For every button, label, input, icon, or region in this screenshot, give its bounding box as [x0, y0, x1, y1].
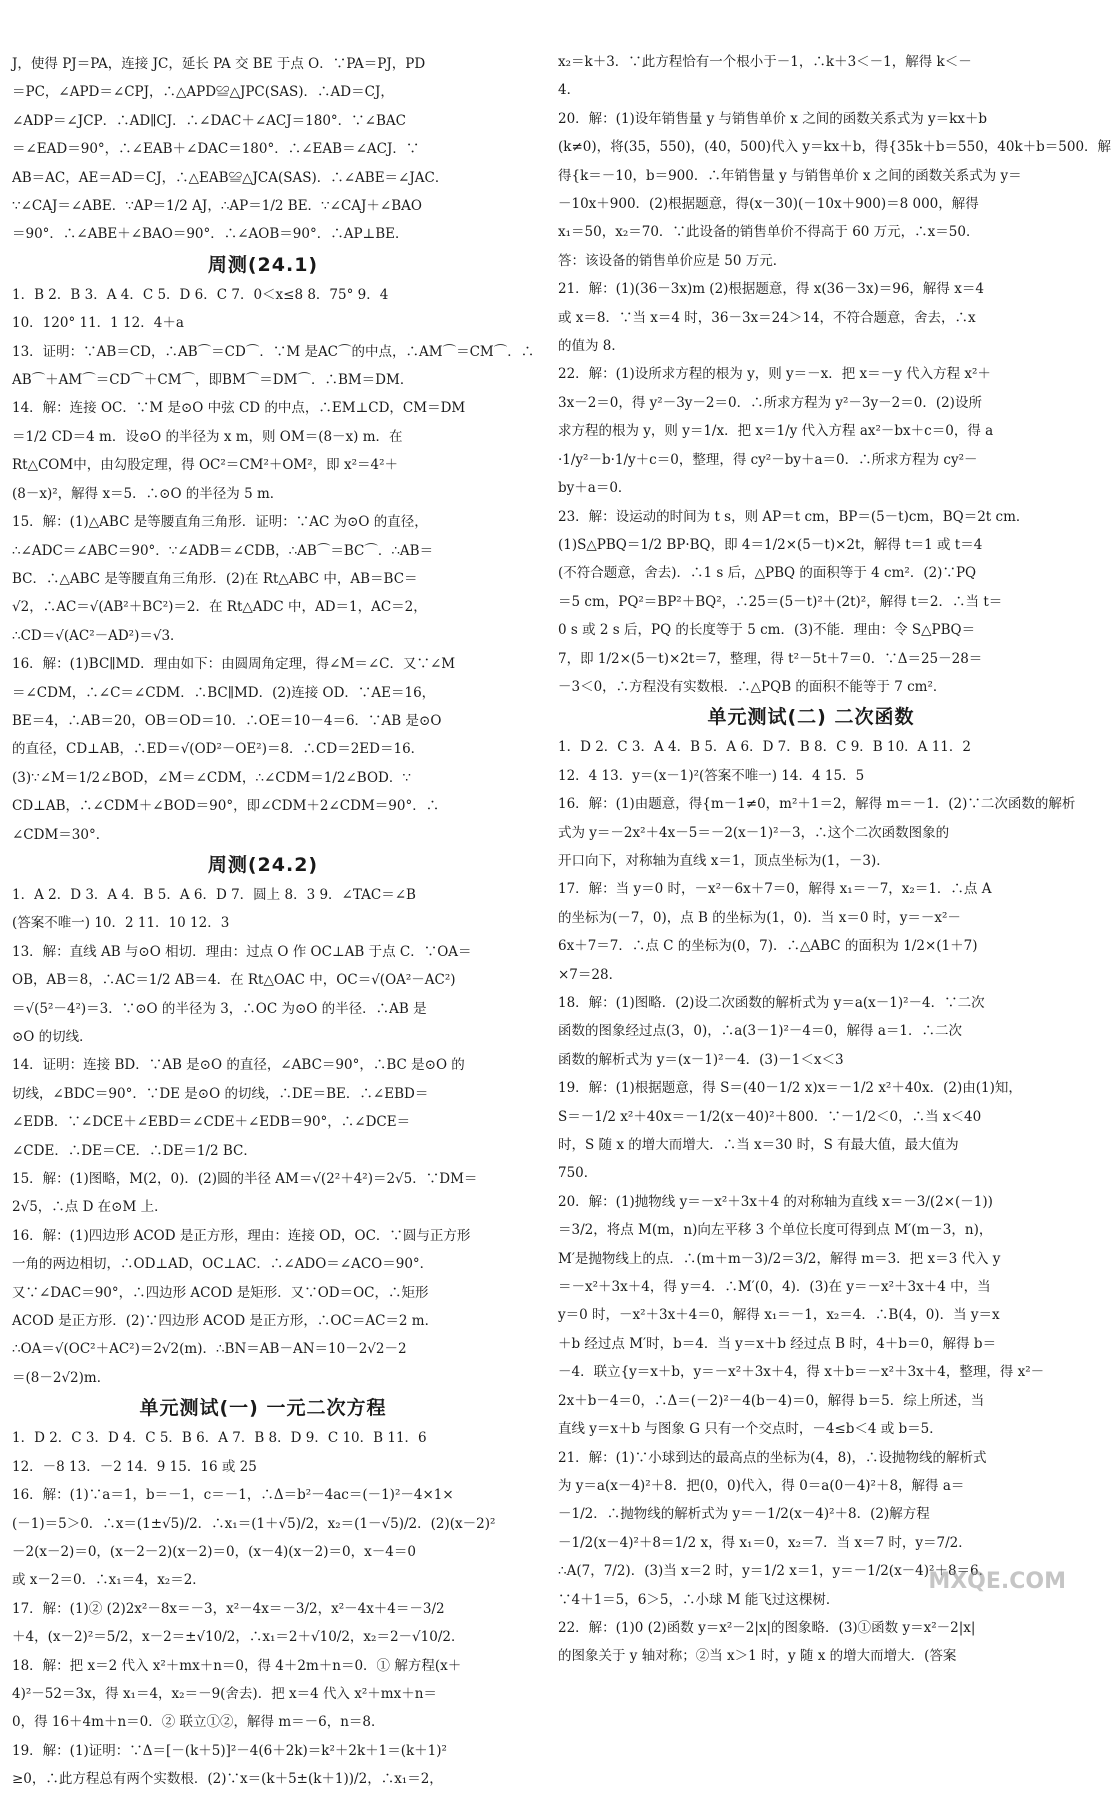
answer-line: AB⌒＋AM⌒＝CD⌒＋CM⌒，即BM⌒＝DM⌒．∴BM＝DM．: [12, 372, 414, 389]
answer-line: ＝∠EAD＝90°，∴∠EAB＋∠DAC＝180°．∴∠EAB＝∠ACJ．∵: [12, 141, 420, 158]
answer-line: ＝√(5²－4²)＝3．∵⊙O 的半径为 3，∴OC 为⊙O 的半径．∴AB 是: [12, 1000, 427, 1017]
answer-line: 16．解：(1)四边形 ACOD 是正方形，理由：连接 OD，OC．∵圆与正方形: [12, 1227, 471, 1244]
answer-line: ＝(8－2√2)m．: [12, 1369, 111, 1386]
answer-line: ∠ADP＝∠JCP．∴AD∥CJ．∴∠DAC＋∠ACJ＝180°．∵∠BAC: [12, 112, 406, 129]
answer-line: CD⊥AB，∴∠CDM＋∠BOD＝90°，即∠CDM＋2∠CDM＝90°．∴: [12, 798, 440, 815]
answer-line: 12．4 13．y＝(x－1)²(答案不唯一) 14．4 15．5: [558, 767, 865, 784]
answer-line: 17．解：当 y＝0 时，－x²－6x＋7＝0，解得 x₁＝－7，x₂＝1．∴点 A: [558, 881, 992, 898]
answer-line: 21．解：(1)(36－3x)m (2)根据题意，得 x(36－3x)＝96，解得 x＝4: [558, 281, 984, 298]
answer-line: ＋4，(x－2)²＝5/2，x－2＝±√10/2，∴x₁＝2＋√10/2，x₂＝2－√10/2．: [12, 1629, 465, 1646]
answer-line: 18．解：把 x＝2 代入 x²＋mx＋n＝0，得 4＋2m＋n＝0．① 解方程(x＋: [12, 1657, 462, 1674]
answer-line: ×7＝28．: [558, 966, 623, 983]
section-heading: 单元测试(一) 一元二次方程: [139, 1397, 387, 1420]
answer-line: 12．－8 13．－2 14．9 15．16 或 25: [12, 1458, 257, 1475]
answer-line: 7，即 1/2×(5－t)×2t＝7，整理，得 t²－5t＋7＝0．∵Δ＝25－28＝: [558, 650, 983, 667]
answer-line: 的坐标为(－7，0)，点 B 的坐标为(1，0)．当 x＝0 时，y＝－x²－: [558, 909, 961, 926]
answer-line: ＝5 cm，PQ²＝BP²＋BQ²，∴25＝(5－t)²＋(2t)²，解得 t＝2．∴当 t＝: [558, 593, 1003, 610]
answer-line: 4．: [558, 82, 581, 99]
answer-line: 的直径，CD⊥AB，∴ED＝√(OD²－OE²)＝8．∴CD＝2ED＝16．: [12, 741, 425, 758]
answer-line: －1/2．∴抛物线的解析式为 y＝－1/2(x－4)²＋8．(2)解方程: [558, 1506, 930, 1523]
section-heading: 周测(24.2): [207, 853, 319, 876]
answer-line: 19．解：(1)根据题意，得 S＝(40－1/2 x)x＝－1/2 x²＋40x．(2)由(1)知，: [558, 1080, 1022, 1097]
answer-line: 17．解：(1)② (2)2x²－8x＝－3，x²－4x＝－3/2，x²－4x＋4＝－3/2: [12, 1600, 445, 1617]
answer-line: －10x＋900．(2)根据题意，得(x－30)(－10x＋900)＝8 000，解得: [558, 196, 979, 213]
answer-line: ∵4＋1＝5，6＞5，∴小球 M 能飞过这棵树．: [558, 1591, 840, 1608]
answer-line: 19．解：(1)证明：∵Δ＝[－(k＋5)]²－4(6＋2k)＝k²＋2k＋1＝(k＋1)²: [12, 1742, 447, 1759]
answer-line: 13．解：直线 AB 与⊙O 相切．理由：过点 O 作 OC⊥AB 于点 C．∵OA＝: [12, 943, 472, 960]
answer-line: 切线，∠BDC＝90°．∵DE 是⊙O 的切线，∴DE＝BE．∴∠EBD＝: [12, 1085, 429, 1102]
answer-line: 23．解：设运动的时间为 t s，则 AP＝t cm，BP＝(5－t)cm，BQ＝2t cm．: [558, 508, 1030, 525]
answer-line: 时，S 随 x 的增大而增大．∴当 x＝30 时，S 有最大值，最大值为: [558, 1137, 959, 1154]
answer-line: (1)S△PBQ＝1/2 BP·BQ，即 4＝1/2×(5－t)×2t，解得 t＝1 或 t＝4: [558, 536, 983, 553]
answer-line: ∴∠ADC＝∠ABC＝90°．∵∠ADB＝∠CDB，∴AB⌒＝BC⌒．∴AB＝: [12, 542, 434, 559]
answer-line: 2√5，∴点 D 在⊙M 上．: [12, 1199, 168, 1216]
answer-line: ∠CDM＝30°．: [12, 826, 110, 843]
answer-line: ∠EDB．∵∠DCE＋∠EBD＝∠CDE＋∠EDB＝90°，∴∠DCE＝: [12, 1114, 411, 1131]
answer-line: 求方程的根为 y，则 y＝1/x．把 x＝1/y 代入方程 ax²－bx＋c＝0，得 a: [558, 423, 994, 440]
answer-line: ＝∠CDM，∴∠C＝∠CDM．∴BC∥MD．(2)连接 OD．∵AE＝16，: [12, 684, 436, 701]
answer-line: OB，AB＝8，∴AC＝1/2 AB＝4．在 Rt△OAC 中，OC＝√(OA²－AC²): [12, 972, 456, 989]
answer-line: (－1)＝5＞0．∴x＝(1±√5)/2．∴x₁＝(1＋√5)/2，x₂＝(1－√5)/2．(2)(x－2)²: [12, 1515, 496, 1532]
answer-line: 1．D 2．C 3．A 4．B 5．A 6．D 7．B 8．C 9．B 10．A 11．2: [558, 739, 971, 756]
answer-line: 1．D 2．C 3．D 4．C 5．B 6．A 7．B 8．D 9．C 10．B 11．6: [12, 1430, 427, 1447]
answer-line: 18．解：(1)图略．(2)设二次函数的解析式为 y＝a(x－1)²－4．∵二次: [558, 995, 985, 1011]
answer-line: J，使得 PJ＝PA，连接 JC，延长 PA 交 BE 于点 O．∵PA＝PJ，PD: [12, 56, 426, 72]
answer-line: 2x＋b－4＝0，∴Δ＝(－2)²－4(b－4)＝0，解得 b＝5．综上所述，当: [558, 1392, 985, 1409]
answer-line: ∠CDE．∴DE＝CE．∴DE＝1/2 BC．: [12, 1142, 257, 1159]
answer-line: (8－x)²，解得 x＝5．∴⊙O 的半径为 5 m．: [12, 485, 284, 502]
answer-line: 得{k＝－10，b＝900．∴年销售量 y 与销售单价 x 之间的函数关系式为 y＝: [558, 167, 1022, 184]
answer-line: (不符合题意，舍去)．∴1 s 后，△PBQ 的面积等于 4 cm²．(2)∵PQ: [558, 565, 977, 582]
answer-line: x₂＝k＋3．∵此方程恰有一个根小于－1，∴k＋3＜－1，解得 k＜－: [558, 54, 972, 70]
answer-line: √2，∴AC＝√(AB²＋BC²)＝2．在 Rt△ADC 中，AD＝1，AC＝2，: [12, 599, 427, 616]
answer-line: S＝－1/2 x²＋40x＝－1/2(x－40)²＋800．∵－1/2＜0，∴当 x＜40: [558, 1108, 982, 1125]
answer-line: AB＝AC，AE＝AD＝CJ，∴△EAB≌△JCA(SAS)．∴∠ABE＝∠JAC．: [12, 169, 449, 186]
answer-line: M′是抛物线上的点．∴(m＋m－3)/2＝3/2，解得 m＝3．把 x＝3 代入 y: [558, 1250, 1001, 1267]
answer-line: 16．解：(1)∵a＝1，b＝－1，c＝－1，∴Δ＝b²－4ac＝(－1)²－4×1×: [12, 1487, 454, 1504]
answer-line: 开口向下，对称轴为直线 x＝1，顶点坐标为(1，－3)．: [558, 852, 890, 869]
answer-line: 16．解：(1)BC∥MD．理由如下：由圆周角定理，得∠M＝∠C．又∵∠M: [12, 656, 456, 673]
answer-line: 13．证明：∵AB＝CD，∴AB⌒＝CD⌒．∵M 是AC⌒的中点，∴AM⌒＝CM⌒．∴: [12, 343, 535, 360]
answer-line: 6x＋7＝7．∴点 C 的坐标为(0，7)．∴△ABC 的面积为 1/2×(1＋7): [558, 938, 978, 955]
left-column: [12, 50, 535, 1788]
answer-line: ≥0，∴此方程总有两个实数根．(2)∵x＝(k＋5±(k＋1))/2，∴x₁＝2，: [12, 1771, 443, 1788]
answer-line: －2(x－2)＝0，(x－2－2)(x－2)＝0，(x－4)(x－2)＝0，x－4＝0: [12, 1543, 416, 1560]
answer-line: 15．解：(1)△ABC 是等腰直角三角形．证明：∵AC 为⊙O 的直径，: [12, 514, 428, 531]
answer-line: ＝90°．∴∠ABE＋∠BAO＝90°．∴∠AOB＝90°．∴AP⊥BE．: [12, 226, 409, 243]
answer-line: x₁＝50，x₂＝70．∵此设备的销售单价不得高于 60 万元，∴x＝50．: [558, 224, 980, 241]
answer-line: －1/2(x－4)²＋8＝1/2 x，得 x₁＝0，x₂＝7．当 x＝7 时，y＝7/2．: [558, 1534, 972, 1551]
answer-line: 为 y＝a(x－4)²＋8．把(0，0)代入，得 0＝a(0－4)²＋8，解得 a＝: [558, 1477, 965, 1494]
right-column: [558, 48, 1111, 1665]
answer-line: 的值为 8．: [558, 338, 625, 355]
answer-line: ⊙O 的切线．: [12, 1029, 93, 1045]
answer-line: y＝0 时，－x²＋3x＋4＝0，解得 x₁＝－1，x₂＝4．∴B(4，0)．当 y＝x: [558, 1307, 1000, 1324]
answer-line: 或 x－2＝0．∴x₁＝4，x₂＝2．: [12, 1572, 206, 1589]
section-heading: 单元测试(二) 二次函数: [707, 706, 915, 729]
answer-line: 15．解：(1)图略，M(2，0)．(2)圆的半径 AM＝√(2²＋4²)＝2√5．∵DM＝: [12, 1171, 478, 1188]
answer-line: ＝3/2，将点 M(m，n)向左平移 3 个单位长度可得到点 M′(m－3，n)，: [558, 1222, 993, 1239]
answer-line: 1．B 2．B 3．A 4．C 5．D 6．C 7．0＜x≤8 8．75° 9．4: [12, 286, 389, 303]
answer-line: ∵∠CAJ＝∠ABE．∵AP＝1/2 AJ，∴AP＝1/2 BE．∵∠CAJ＋∠BAO: [12, 198, 422, 215]
answer-line: 答：该设备的销售单价应是 50 万元．: [558, 252, 787, 269]
answer-line: 3x－2＝0，得 y²－3y－2＝0．∴所求方程为 y²－3y－2＝0．(2)设所: [558, 394, 982, 411]
answer-line: (答案不唯一) 10．2 11．10 12．3: [12, 915, 230, 932]
answer-line: ·1/y²－b·1/y＋c＝0，整理，得 cy²－by＋a＝0．∴所求方程为 cy²－: [558, 451, 978, 468]
answer-line: 4)²－52＝3x，得 x₁＝4，x₂＝－9(舍去)．把 x＝4 代入 x²＋mx＋n＝: [12, 1685, 437, 1702]
answer-line: ∴OA＝√(OC²＋AC²)＝2√2(m)．∴BN＝AB－AN＝10－2√2－2: [12, 1341, 407, 1358]
answer-line: by＋a＝0．: [558, 480, 632, 497]
answer-line: 式为 y＝－2x²＋4x－5＝－2(x－1)²－3，∴这个二次函数图象的: [558, 824, 950, 841]
answer-line: ACOD 是正方形．(2)∵四边形 ACOD 是正方形，∴OC＝AC＝2 m．: [12, 1313, 439, 1330]
answer-line: ＝1/2 CD＝4 m．设⊙O 的半径为 x m，则 OM＝(8－x) m．在: [12, 428, 403, 445]
answer-line: 14．解：连接 OC．∵M 是⊙O 中弦 CD 的中点，∴EM⊥CD，CM＝DM: [12, 400, 466, 417]
answer-line: (k≠0)，将(35，550)，(40，500)代入 y＝kx＋b，得{35k＋b＝550，40k＋b＝500．解: [558, 139, 1111, 156]
answer-line: (3)∵∠M＝1/2∠BOD，∠M＝∠CDM，∴∠CDM＝1/2∠BOD．∵: [12, 769, 411, 786]
answer-line: Rt△COM中，由勾股定理，得 OC²＝CM²＋OM²，即 x²＝4²＋: [12, 457, 398, 474]
answer-line: －4．联立{y＝x＋b，y＝－x²＋3x＋4，得 x＋b＝－x²＋3x＋4，整理，得 x²－: [558, 1364, 1045, 1381]
answer-line: 14．证明：连接 BD．∵AB 是⊙O 的直径，∠ABC＝90°，∴BC 是⊙O 的: [12, 1057, 465, 1074]
answer-line: 10．120° 11．1 12．4＋a: [12, 315, 184, 332]
answer-line: 20．解：(1)抛物线 y＝－x²＋3x＋4 的对称轴为直线 x＝－3/(2×(－1)): [558, 1193, 993, 1210]
answer-line: ＝PC，∠APD＝∠CPJ，∴△APD≌△JPC(SAS)．∴AD＝CJ，: [12, 84, 394, 101]
answer-line: 22．解：(1)0 (2)函数 y＝x²－2|x|的图象略．(3)①函数 y＝x²－2|x|: [558, 1619, 976, 1636]
answer-line: 750．: [558, 1165, 598, 1182]
answer-line: 0 s 或 2 s 后，PQ 的长度等于 5 cm．(3)不能．理由：令 S△PBQ＝: [558, 622, 976, 639]
answer-line: 21．解：(1)∵小球到达的最高点的坐标为(4，8)，∴设抛物线的解析式: [558, 1449, 987, 1466]
answer-line: 或 x＝8．∵当 x＝4 时，36－3x＝24＞14，不符合题意，舍去，∴x: [558, 309, 976, 326]
answer-line: BE＝4，∴AB＝20，OB＝OD＝10．∴OE＝10－4＝6．∵AB 是⊙O: [12, 712, 442, 729]
answer-line: ∴CD＝√(AC²－AD²)＝√3．: [12, 627, 184, 644]
answer-line: 一角的两边相切，∴OD⊥AD，OC⊥AC．∴∠ADO＝∠ACO＝90°．: [12, 1256, 434, 1273]
answer-line: 16．解：(1)由题意，得{m－1≠0，m²＋1＝2，解得 m＝－1．(2)∵二次函数的解析: [558, 796, 1076, 813]
answer-line: 0，得 16＋4m＋n＝0．② 联立①②，解得 m＝－6，n＝8．: [12, 1714, 385, 1731]
answer-line: 又∵∠DAC＝90°，∴四边形 ACOD 是矩形．又∵OD＝OC，∴矩形: [12, 1284, 429, 1301]
answer-line: 20．解：(1)设年销售量 y 与销售单价 x 之间的函数关系式为 y＝kx＋b: [558, 110, 988, 127]
answer-line: ＋b 经过点 M′时，b＝4．当 y＝x＋b 经过点 B 时，4＋b＝0，解得 b＝: [558, 1335, 997, 1352]
answer-line: ∴A(7，7/2)．(3)当 x＝2 时，y＝1/2 x＝1，y＝－1/2(x－4)²＋8＝6．: [558, 1563, 993, 1580]
answer-line: 直线 y＝x＋b 与图象 G 只有一个交点时，－4≤b＜4 或 b＝5．: [558, 1421, 943, 1438]
answer-line: 函数的图象经过点(3，0)，∴a(3－1)²－4＝0，解得 a＝1．∴二次: [558, 1023, 962, 1040]
answer-line: ＝－x²＋3x＋4，得 y＝4．∴M′(0，4)．(3)在 y＝－x²＋3x＋4 中，当: [558, 1279, 991, 1296]
answer-line: 1．A 2．D 3．A 4．B 5．A 6．D 7．圆上 8．3 9．∠TAC＝∠B: [12, 886, 416, 903]
answer-line: 22．解：(1)设所求方程的根为 y，则 y＝－x．把 x＝－y 代入方程 x²＋: [558, 366, 991, 383]
site-watermark: MXQE.COM: [928, 1569, 1066, 1594]
answer-line: －3＜0，∴方程没有实数根．∴△PQB 的面积不能等于 7 cm²．: [558, 678, 947, 695]
answer-line: 的图象关于 y 轴对称；②当 x＞1 时，y 随 x 的增大而增大．(答案: [558, 1648, 957, 1665]
section-heading: 周测(24.1): [207, 253, 319, 276]
answer-line: 函数的解析式为 y＝(x－1)²－4．(3)－1＜x＜3: [558, 1051, 844, 1068]
answer-line: BC．∴△ABC 是等腰直角三角形．(2)在 Rt△ABC 中，AB＝BC＝: [12, 570, 418, 587]
